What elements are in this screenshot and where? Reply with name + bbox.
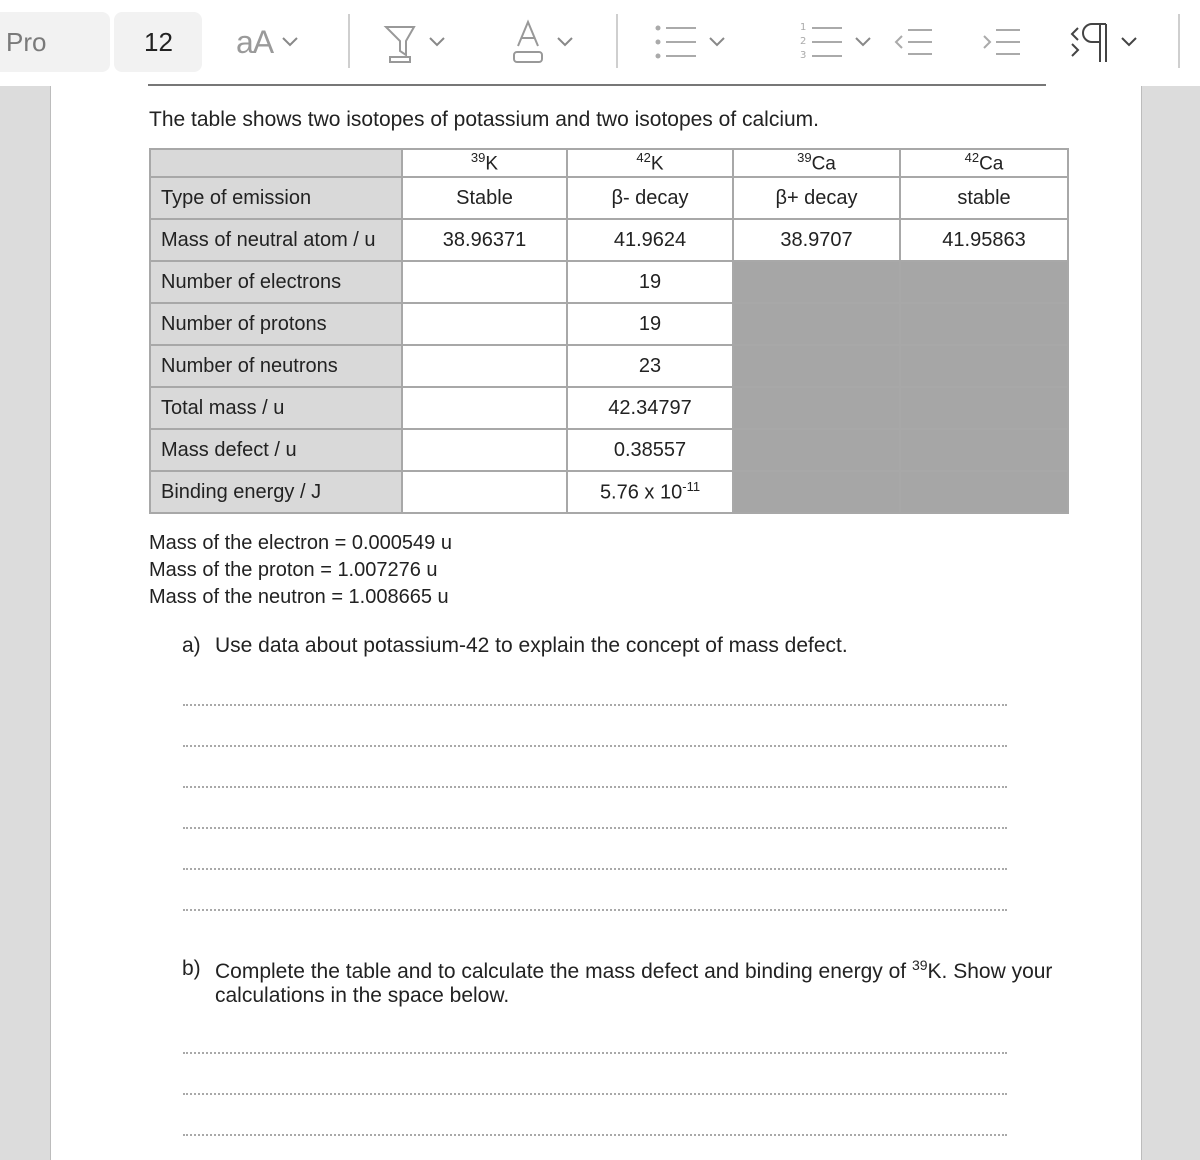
table-cell-shaded (733, 387, 900, 429)
table-cell: 0.38557 (567, 429, 733, 471)
table-cell-shaded (733, 429, 900, 471)
chevron-down-icon (428, 36, 446, 48)
highlight-button[interactable] (382, 14, 446, 70)
row-label: Number of protons (150, 303, 402, 345)
constant-neutron-mass: Mass of the neutron = 1.008665 u (149, 586, 449, 608)
question-b-text: Complete the table and to calculate the mass defect and binding energy of $^{39}$K. Show your (215, 957, 1053, 983)
table-row (150, 261, 1068, 303)
table-cell: 5.76 x $10^{-11}$ (567, 471, 733, 513)
highlight-icon (382, 21, 418, 63)
table-header-row (150, 149, 1068, 177)
increase-indent-button[interactable] (982, 14, 1022, 70)
table-cell-shaded (733, 471, 900, 513)
table-cell-shaded (900, 303, 1068, 345)
question-a-text: Use data about potassium-42 to explain the concept of mass defect. (215, 634, 848, 657)
table-cell-blank[interactable] (402, 429, 567, 471)
table-cell-shaded (733, 261, 900, 303)
toolbar-separator (348, 14, 350, 68)
answer-line[interactable] (183, 745, 1007, 747)
chevron-down-icon (281, 36, 299, 48)
question-b-text-line2: calculations in the space below. (215, 984, 510, 1007)
isotope-table (149, 148, 1069, 514)
table-cell-blank[interactable] (402, 471, 567, 513)
table-row (150, 471, 1068, 513)
answer-line[interactable] (183, 1134, 1007, 1136)
font-size-field[interactable]: 12 (114, 12, 202, 72)
row-label: Number of electrons (150, 261, 402, 303)
font-size-icon: aA (236, 23, 274, 60)
table-cell-shaded (900, 471, 1068, 513)
question-b-label: b) (182, 957, 201, 980)
answer-line[interactable] (183, 1093, 1007, 1095)
paragraph-mark-button[interactable] (1070, 14, 1138, 70)
table-cell: 42.34797 (567, 387, 733, 429)
document-page[interactable] (50, 86, 1142, 1160)
numbered-list-icon (800, 20, 844, 64)
question-a-label: a) (182, 634, 201, 657)
table-row (150, 219, 1068, 261)
formatting-toolbar (0, 0, 1200, 86)
font-size-button[interactable] (236, 14, 299, 70)
chevron-down-icon (854, 36, 872, 48)
table-cell-shaded (733, 345, 900, 387)
table-cell: 38.96371 (402, 219, 567, 261)
table-cell-blank[interactable] (402, 387, 567, 429)
table-cell: β+ decay (733, 177, 900, 219)
font-color-icon (510, 18, 546, 66)
table-row (150, 345, 1068, 387)
toolbar-separator (1178, 14, 1180, 68)
bulleted-list-icon (654, 22, 698, 62)
header-cell: $^{42}$Ca (900, 149, 1068, 177)
header-cell: $^{39}$K (402, 149, 567, 177)
numbered-list-button[interactable] (800, 14, 872, 70)
table-cell-blank[interactable] (402, 345, 567, 387)
svg-text:1: 1 (800, 22, 807, 33)
header-cell: $^{39}$Ca (733, 149, 900, 177)
decrease-indent-icon (894, 24, 934, 60)
svg-text:3: 3 (800, 50, 807, 61)
row-label: Total mass / u (150, 387, 402, 429)
table-cell-blank[interactable] (402, 303, 567, 345)
table-row (150, 387, 1068, 429)
row-label: Mass defect / u (150, 429, 402, 471)
table-row (150, 177, 1068, 219)
answer-line[interactable] (183, 1052, 1007, 1054)
font-name-field[interactable]: Pro (0, 12, 110, 72)
increase-indent-icon (982, 24, 1022, 60)
answer-line[interactable] (183, 704, 1007, 706)
chevron-down-icon (556, 36, 574, 48)
bulleted-list-button[interactable] (654, 14, 726, 70)
header-cell: $^{42}$K (567, 149, 733, 177)
table-cell-shaded (900, 261, 1068, 303)
table-cell: 23 (567, 345, 733, 387)
header-cell (150, 149, 402, 177)
table-cell: 19 (567, 261, 733, 303)
constant-electron-mass: Mass of the electron = 0.000549 u (149, 532, 452, 554)
paragraph-mark-icon (1070, 20, 1110, 64)
row-label: Type of emission (150, 177, 402, 219)
answer-line[interactable] (183, 868, 1007, 870)
table-cell-shaded (900, 387, 1068, 429)
toolbar-separator (616, 14, 618, 68)
table-cell-blank[interactable] (402, 261, 567, 303)
font-color-button[interactable] (510, 14, 574, 70)
row-label: Number of neutrons (150, 345, 402, 387)
table-row (150, 429, 1068, 471)
table-cell: stable (900, 177, 1068, 219)
answer-line[interactable] (183, 909, 1007, 911)
table-row (150, 303, 1068, 345)
table-cell: 38.9707 (733, 219, 900, 261)
chevron-down-icon (1120, 36, 1138, 48)
table-cell-shaded (900, 345, 1068, 387)
chevron-down-icon (708, 36, 726, 48)
row-label: Mass of neutral atom / u (150, 219, 402, 261)
table-cell: 41.95863 (900, 219, 1068, 261)
decrease-indent-button[interactable] (894, 14, 934, 70)
row-label: Binding energy / J (150, 471, 402, 513)
intro-text: The table shows two isotopes of potassium and two isotopes of calcium. (149, 108, 820, 131)
table-cell: 41.9624 (567, 219, 733, 261)
table-cell: 19 (567, 303, 733, 345)
answer-line[interactable] (183, 827, 1007, 829)
table-cell: β- decay (567, 177, 733, 219)
svg-text:2: 2 (800, 36, 807, 47)
answer-line[interactable] (183, 786, 1007, 788)
table-cell-shaded (900, 429, 1068, 471)
table-cell: Stable (402, 177, 567, 219)
constant-proton-mass: Mass of the proton = 1.007276 u (149, 559, 438, 581)
table-cell-shaded (733, 303, 900, 345)
